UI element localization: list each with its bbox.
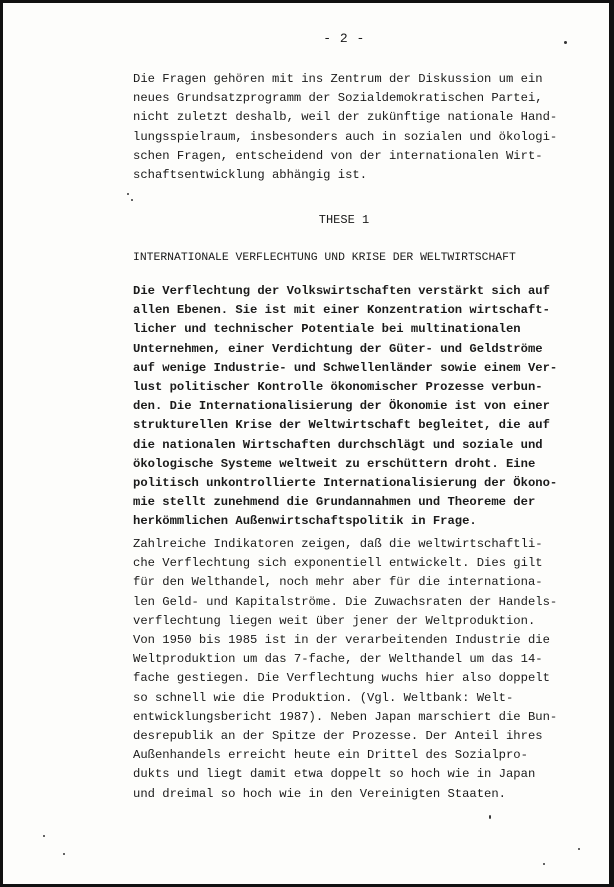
page-number: - 2 - (323, 31, 365, 46)
intro-line: nicht zuletzt deshalb, weil der zukünftige nationale Hand- (133, 110, 558, 125)
thesis-line: ökologische Systeme weltweit zu erschüttern droht. Eine (133, 456, 536, 471)
intro-line: lungsspielraum, insbesonders auch in sozialen und ökologi- (133, 129, 558, 144)
thesis-paragraph (133, 282, 558, 532)
body-line: für den Welthandel, noch mehr aber für die internationa- (133, 575, 543, 590)
scan-speck (564, 41, 567, 44)
body-paragraph (133, 535, 558, 804)
scan-speck (43, 835, 45, 837)
scan-speck (543, 863, 545, 865)
thesis-line: den. Die Internationalisierung der Ökonomie ist von einer (133, 399, 550, 414)
intro-paragraph (133, 70, 558, 185)
thesis-line: auf wenige Industrie- und Schwellenländer sowie einem Ver- (133, 360, 558, 375)
thesis-line: allen Ebenen. Sie ist mit einer Konzentration wirtschaft- (133, 303, 550, 318)
body-line: entwicklungsbericht 1987). Neben Japan marschiert die Bun- (133, 709, 558, 724)
scan-speck (63, 853, 65, 855)
body-line: len Geld- und Kapitalströme. Die Zuwachsraten der Handels- (133, 594, 558, 609)
body-line: fache gestiegen. Die Verflechtung wuchs hier also doppelt (133, 671, 550, 686)
intro-line: schen Fragen, entscheidend von der internationalen Wirt- (133, 148, 543, 163)
scan-speck (131, 199, 133, 201)
thesis-line: lust politischer Kontrolle ökonomischer Prozesse verbun- (133, 380, 543, 395)
thesis-line: licher und technischer Potentiale bei multinationalen (133, 322, 521, 337)
body-line: und dreimal so hoch wie in den Vereinigten Staaten. (133, 786, 506, 801)
thesis-line: Die Verflechtung der Volkswirtschaften verstärkt sich auf (133, 284, 550, 298)
body-line: Außenhandels erreicht heute ein Drittel des Sozialpro- (133, 748, 528, 763)
body-line: verflechtung liegen weit über jener der Weltproduktion. (133, 613, 536, 628)
intro-line: neues Grundsatzprogramm der Sozialdemokratischen Partei, (133, 91, 543, 106)
thesis-line: strukturellen Krise der Weltwirtschaft begleitet, die auf (133, 418, 550, 433)
body-line: so schnell wie die Produktion. (Vgl. Weltbank: Welt- (133, 690, 514, 705)
thesis-line: mie stellt zunehmend die Grundannahmen und Theoreme der (133, 495, 536, 510)
body-line: Zahlreiche Indikatoren zeigen, daß die weltwirtschaftli- (133, 537, 543, 551)
scan-speck (489, 815, 491, 819)
body-line: che Verflechtung sich exponentiell entwickelt. Dies gilt (133, 556, 543, 571)
body-line: Von 1950 bis 1985 ist in der verarbeitenden Industrie die (133, 633, 550, 648)
body-line: desrepublik an der Spitze der Prozesse. Der Anteil ihres (133, 729, 543, 744)
thesis-line: Unternehmen, einer Verdichtung der Güter- und Geldströme (133, 341, 543, 356)
intro-line: schaftsentwicklung abhängig ist. (133, 168, 368, 183)
intro-line: Die Fragen gehören mit ins Zentrum der Diskussion um ein (133, 72, 543, 86)
thesis-line: herkömmlichen Außenwirtschaftspolitik in Frage. (133, 514, 477, 529)
scan-speck (578, 848, 580, 850)
scan-speck (127, 193, 129, 195)
thesis-line: die nationalen Wirtschaften durchschlägt und soziale und (133, 437, 543, 452)
thesis-label: THESE 1 (318, 213, 370, 227)
body-line: dukts und liegt damit etwa doppelt so hoch wie in Japan (133, 767, 536, 782)
thesis-title: INTERNATIONALE VERFLECHTUNG UND KRISE DER WELTWIRTSCHAFT (133, 252, 516, 264)
body-line: Weltproduktion um das 7-fache, der Welthandel um das 14- (133, 652, 543, 667)
thesis-line: politisch unkontrollierte Internationalisierung der Ökono- (133, 476, 558, 491)
